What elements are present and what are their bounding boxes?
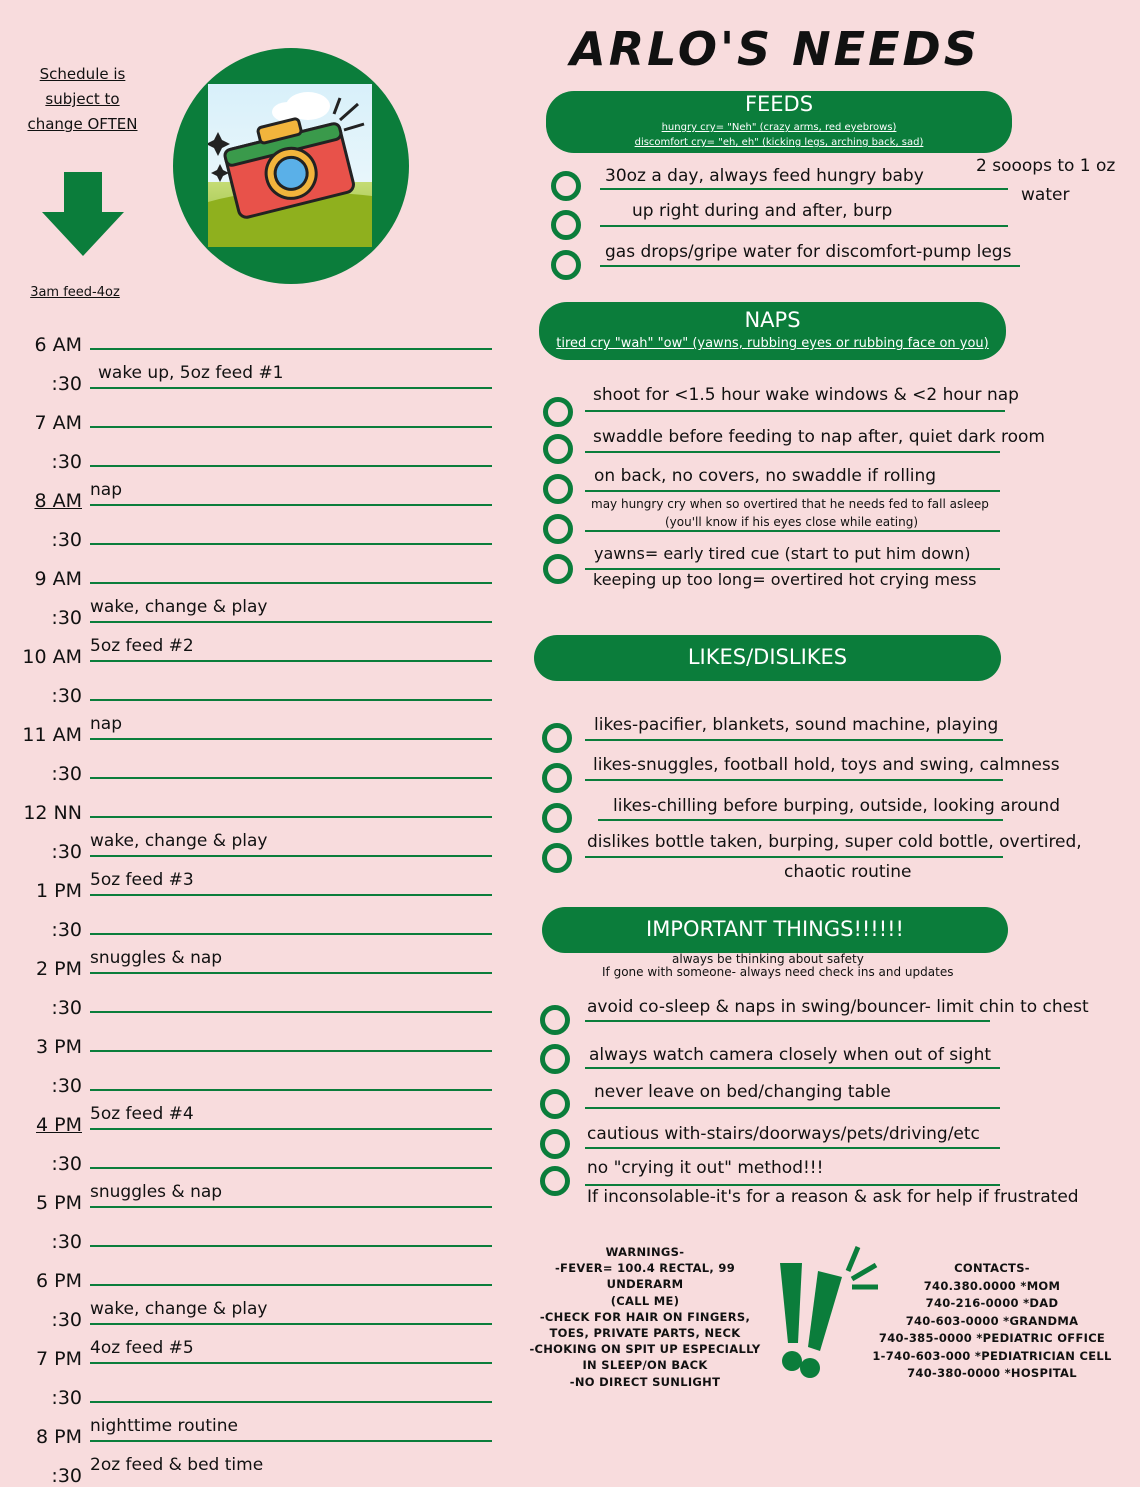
schedule-time: :30 [51, 373, 82, 395]
schedule-row [0, 1373, 500, 1409]
important-item-3: never leave on bed/changing table [594, 1082, 891, 1102]
schedule-row [0, 1295, 500, 1331]
underline [585, 490, 1000, 492]
schedule-line [90, 1440, 492, 1442]
contacts-block [858, 1260, 1126, 1383]
checkbox-circle[interactable] [542, 803, 572, 833]
schedule-time: :30 [51, 1153, 82, 1175]
schedule-line [90, 660, 492, 662]
page-title: ARLO'S NEEDS [570, 22, 980, 76]
schedule-time: 3 PM [36, 1036, 82, 1058]
schedule-activity: snuggles & nap [90, 1182, 223, 1202]
warnings-line: IN SLEEP/ON BACK [582, 1358, 708, 1373]
schedule-line [90, 1206, 492, 1208]
contacts-line: 740-380-0000 *HOSPITAL [907, 1366, 1077, 1380]
naps-small-note-1: may hungry cry when so overtired that he needs fed to fall asleep [591, 497, 989, 511]
schedule-activity: nighttime routine [90, 1416, 238, 1436]
naps-item-3: on back, no covers, no swaddle if rolling [594, 466, 937, 486]
underline [585, 1020, 990, 1022]
checkbox-circle[interactable] [540, 1005, 570, 1035]
likes-item-1: likes-pacifier, blankets, sound machine, playing [594, 715, 999, 735]
warnings-line: -NO DIRECT SUNLIGHT [569, 1374, 721, 1389]
schedule-line [90, 816, 492, 818]
schedule-line [90, 855, 492, 857]
underline [585, 779, 1003, 781]
schedule-time: :30 [51, 1387, 82, 1409]
feeds-note-1: 2 sooops to 1 oz [976, 156, 1116, 176]
schedule-activity: 5oz feed #2 [90, 636, 194, 656]
schedule-time: 11 AM [22, 724, 82, 746]
schedule-row [0, 632, 500, 668]
important-item-5: no "crying it out" method!!! [587, 1158, 824, 1178]
checkbox-circle[interactable] [542, 843, 572, 873]
schedule-row [0, 437, 500, 473]
schedule-time: 1 PM [36, 880, 82, 902]
schedule-time: 8 AM [34, 490, 82, 512]
warnings-block [524, 1244, 766, 1390]
schedule-line [90, 1011, 492, 1013]
feeds-title: FEEDS [744, 92, 814, 116]
schedule-line [90, 387, 492, 389]
schedule-row [0, 944, 500, 980]
schedule-time: 9 AM [34, 568, 82, 590]
schedule-row [0, 827, 500, 863]
schedule-time: 7 PM [36, 1348, 82, 1370]
schedule-line [90, 933, 492, 935]
schedule-row [0, 866, 500, 902]
schedule-line [90, 972, 492, 974]
contacts-line: 740-216-0000 *DAD [925, 1296, 1059, 1310]
important-sub-1: always be thinking about safety [672, 952, 864, 966]
schedule-line [90, 1401, 492, 1403]
warnings-line: -CHOKING ON SPIT UP ESPECIALLY [529, 1342, 761, 1357]
naps-title: NAPS [744, 308, 801, 332]
schedule-activity: wake, change & play [90, 831, 268, 851]
schedule-activity: wake, change & play [90, 597, 268, 617]
checkbox-circle[interactable] [543, 397, 573, 427]
naps-header [539, 302, 1006, 360]
underline [600, 265, 1020, 267]
schedule-row [0, 320, 500, 356]
schedule-row [0, 671, 500, 707]
schedule-row [0, 1217, 500, 1253]
underline [585, 1184, 1000, 1186]
schedule-line [90, 894, 492, 896]
schedule-time: 5 PM [36, 1192, 82, 1214]
underline [600, 188, 1008, 190]
underline [585, 530, 1000, 532]
schedule-line [90, 1245, 492, 1247]
schedule-time: 10 AM [22, 646, 82, 668]
underline [585, 856, 1003, 858]
underline [585, 451, 1000, 453]
schedule-time: 7 AM [34, 412, 82, 434]
feeds-sub-1: hungry cry= "Neh" (crazy arms, red eyebrows) [661, 122, 897, 133]
checkbox-circle[interactable] [543, 554, 573, 584]
schedule-row [0, 359, 500, 395]
checkbox-circle[interactable] [542, 763, 572, 793]
schedule-time: :30 [51, 451, 82, 473]
schedule-line [90, 1050, 492, 1052]
schedule-time: 8 PM [36, 1426, 82, 1448]
checkbox-circle[interactable] [540, 1044, 570, 1074]
schedule-time: 4 PM [36, 1114, 82, 1136]
warnings-line: TOES, PRIVATE PARTS, NECK [549, 1326, 741, 1341]
schedule-row [0, 593, 500, 629]
schedule-row [0, 1412, 500, 1448]
schedule-row [0, 983, 500, 1019]
schedule-line [90, 1284, 492, 1286]
schedule-row [0, 1061, 500, 1097]
schedule-time: 6 AM [34, 334, 82, 356]
checkbox-circle[interactable] [540, 1129, 570, 1159]
schedule-row [0, 1178, 500, 1214]
schedule-time: :30 [51, 529, 82, 551]
important-title: IMPORTANT THINGS!!!!!! [646, 917, 904, 941]
schedule-line [90, 1089, 492, 1091]
likes-item-2: likes-snuggles, football hold, toys and swing, calmness [593, 755, 1060, 775]
schedule-line [90, 1362, 492, 1364]
warnings-line: (CALL ME) [610, 1293, 680, 1308]
important-extra: If inconsolable-it's for a reason & ask for help if frustrated [587, 1187, 1079, 1207]
schedule-row [0, 1100, 500, 1136]
contacts-line: 740-603-0000 *GRANDMA [905, 1313, 1079, 1328]
schedule-line [90, 465, 492, 467]
naps-extra: keeping up too long= overtired hot crying mess [593, 570, 977, 589]
warnings-line: -CHECK FOR HAIR ON FINGERS, [539, 1309, 751, 1324]
schedule-row [0, 398, 500, 434]
schedule-time: 2 PM [36, 958, 82, 980]
schedule-line [90, 543, 492, 545]
likes-title: LIKES/DISLIKES [687, 645, 848, 669]
feeds-sub-2: discomfort cry= "eh, eh" (kicking legs, arching back, sad) [634, 137, 924, 148]
naps-sub: tired cry "wah" "ow" (yawns, rubbing eyes or rubbing face on you) [556, 336, 989, 351]
important-sub-2: If gone with someone- always need check ins and updates [602, 965, 954, 979]
underline [585, 1067, 1000, 1069]
schedule-activity: nap [90, 714, 122, 734]
schedule-line [90, 777, 492, 779]
schedule-line [90, 348, 492, 350]
contacts-line: 740-385-0000 *PEDIATRIC OFFICE [878, 1331, 1106, 1345]
contacts-line: 1-740-603-000 *PEDIATRICIAN CELL [872, 1348, 1112, 1363]
schedule-line [90, 582, 492, 584]
schedule-line [90, 699, 492, 701]
schedule-row [0, 749, 500, 785]
schedule-line [90, 738, 492, 740]
schedule-row [0, 515, 500, 551]
feeds-item-1: 30oz a day, always feed hungry baby [605, 166, 924, 186]
down-arrow-icon [42, 172, 124, 256]
schedule-row [0, 476, 500, 512]
schedule-row [0, 710, 500, 746]
contacts-line: CONTACTS- [954, 1261, 1030, 1275]
underline [585, 1147, 1000, 1149]
schedule-time: :30 [51, 841, 82, 863]
schedule-time: :30 [51, 919, 82, 941]
warnings-line: -FEVER= 100.4 RECTAL, 99 [554, 1261, 736, 1276]
important-item-1: avoid co-sleep & naps in swing/bouncer- limit chin to chest [587, 997, 1089, 1017]
camera-icon [208, 84, 372, 247]
feeds-header [546, 91, 1012, 153]
schedule-time: :30 [51, 763, 82, 785]
schedule-line [90, 1323, 492, 1325]
schedule-note: Schedule is subject to change OFTEN [27, 65, 138, 133]
schedule-row [0, 1139, 500, 1175]
camera-picture [208, 84, 372, 247]
schedule-line [90, 1167, 492, 1169]
schedule-activity: snuggles & nap [90, 948, 223, 968]
schedule-activity: nap [90, 480, 122, 500]
schedule-time: :30 [51, 1465, 82, 1487]
checkbox-circle[interactable] [551, 171, 581, 201]
checkbox-circle[interactable] [543, 474, 573, 504]
schedule-time: :30 [51, 1075, 82, 1097]
underline [600, 225, 1008, 227]
schedule-line [90, 621, 492, 623]
schedule-activity: 5oz feed #4 [90, 1104, 194, 1124]
likes-item-4: dislikes bottle taken, burping, super cold bottle, overtired, [587, 832, 1082, 852]
schedule-time: 6 PM [36, 1270, 82, 1292]
schedule-time: :30 [51, 1231, 82, 1253]
likes-header [534, 635, 1001, 681]
underline [598, 819, 1003, 821]
underline [585, 410, 1005, 412]
feeds-item-2: up right during and after, burp [632, 201, 893, 221]
schedule-time: :30 [51, 1309, 82, 1331]
schedule-time: :30 [51, 607, 82, 629]
schedule-line [90, 426, 492, 428]
schedule-line [90, 1128, 492, 1130]
checkbox-circle[interactable] [543, 434, 573, 464]
contacts-line: 740.380.0000 *MOM [923, 1278, 1061, 1293]
schedule-line [90, 504, 492, 506]
important-header [542, 907, 1008, 953]
important-item-4: cautious with-stairs/doorways/pets/driving/etc [587, 1124, 980, 1144]
schedule-row [0, 1451, 500, 1487]
schedule-row [0, 905, 500, 941]
schedule-activity: wake, change & play [90, 1299, 268, 1319]
checkbox-circle[interactable] [540, 1089, 570, 1119]
underline [585, 739, 1003, 741]
schedule-time: 12 NN [23, 802, 82, 824]
naps-small-note-2: (you'll know if his eyes close while eating) [665, 515, 919, 529]
schedule-time: :30 [51, 997, 82, 1019]
checkbox-circle[interactable] [540, 1166, 570, 1196]
checkbox-circle[interactable] [551, 210, 581, 240]
schedule-row [0, 1022, 500, 1058]
important-item-2: always watch camera closely when out of sight [589, 1045, 992, 1065]
schedule-time: :30 [51, 685, 82, 707]
warnings-line: WARNINGS- [605, 1245, 685, 1259]
schedule-row [0, 788, 500, 824]
checkbox-circle[interactable] [542, 723, 572, 753]
checkbox-circle[interactable] [551, 250, 581, 280]
naps-item-4: yawns= early tired cue (start to put him down) [594, 544, 971, 563]
schedule-activity: 4oz feed #5 [90, 1338, 194, 1358]
schedule-activity: wake up, 5oz feed #1 [98, 363, 284, 383]
early-feed-note: 3am feed-4oz [30, 285, 120, 300]
feeds-item-3: gas drops/gripe water for discomfort-pump legs [605, 242, 1012, 262]
warnings-line: UNDERARM [606, 1277, 684, 1292]
underline [585, 1107, 1000, 1109]
likes-item-3: likes-chilling before burping, outside, looking around [613, 796, 1060, 816]
schedule-row [0, 554, 500, 590]
schedule-row [0, 1334, 500, 1370]
schedule-row [0, 1256, 500, 1292]
schedule-activity: 2oz feed & bed time [90, 1455, 264, 1475]
checkbox-circle[interactable] [543, 514, 573, 544]
schedule-activity: 5oz feed #3 [90, 870, 194, 890]
naps-item-1: shoot for <1.5 hour wake windows & <2 hour nap [593, 385, 1019, 405]
naps-item-2: swaddle before feeding to nap after, quiet dark room [593, 427, 1045, 447]
likes-extra: chaotic routine [784, 862, 912, 882]
feeds-note-2: water [1021, 185, 1070, 205]
